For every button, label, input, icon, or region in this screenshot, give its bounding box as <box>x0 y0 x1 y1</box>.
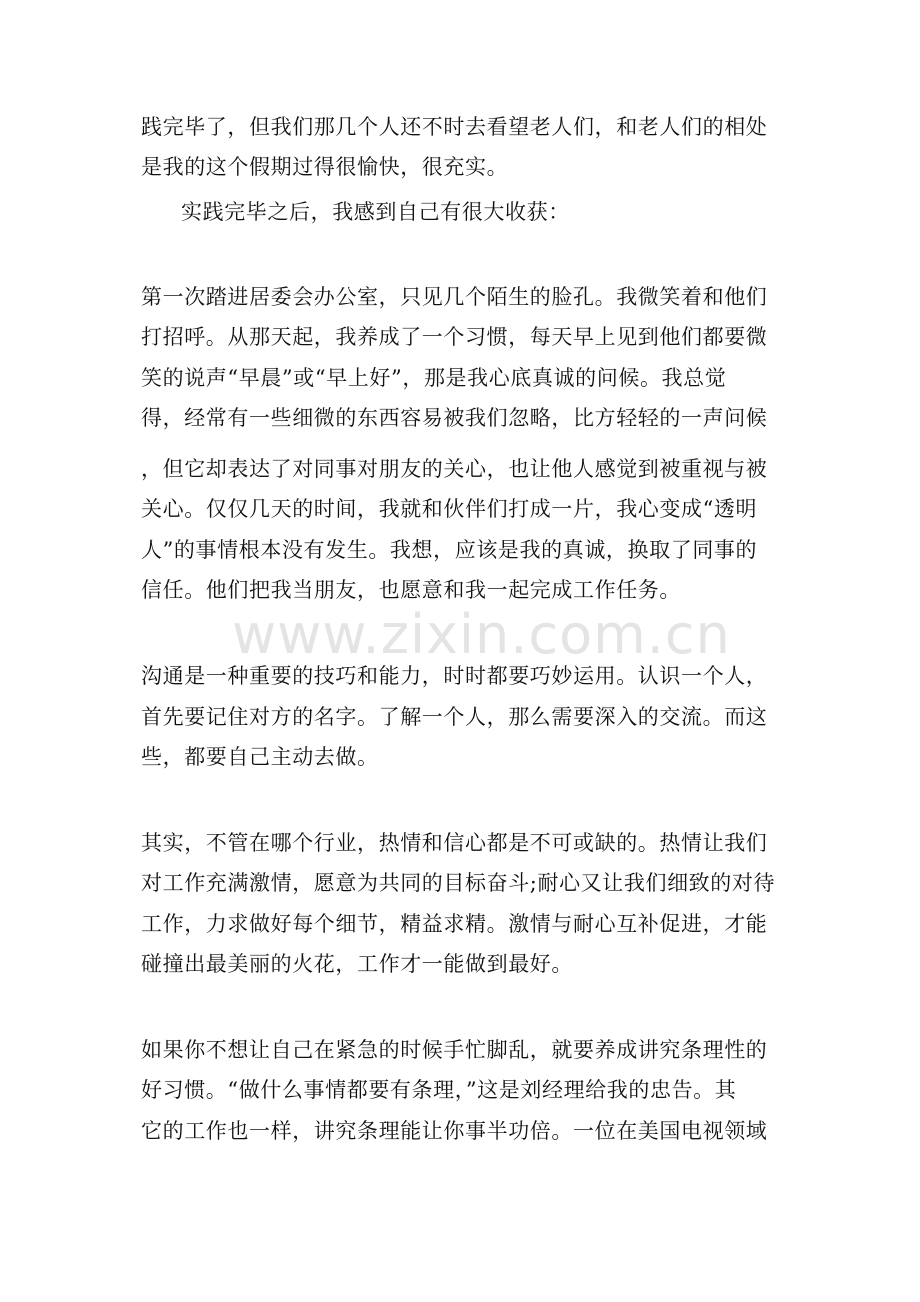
text-line: 是我的这个假期过得很愉快，很充实。 <box>141 155 509 179</box>
text-line: 得，经常有一些细微的东西容易被我们忽略，比方轻轻的一声问候 <box>141 406 768 430</box>
text-line: 其实，不管在哪个行业，热情和信心都是不可或缺的。热情让我们 <box>141 831 768 855</box>
text-line: ，但它却表达了对同事对朋友的关心，也让他人感觉到被重视与被 <box>141 457 768 481</box>
text-line: 信任。他们把我当朋友，也愿意和我一起完成工作任务。 <box>141 578 681 602</box>
text-line: 对工作充满激情，愿意为共同的目标奋斗;耐心又让我们细致的对待 <box>141 871 776 895</box>
text-line: 实践完毕之后，我感到自己有很大收获： <box>181 200 570 224</box>
text-line: 它的工作也一样，讲究条理能让你事半功倍。一位在美国电视领域 <box>141 1119 768 1143</box>
text-line: 第一次踏进居委会办公室，只见几个陌生的脸孔。我微笑着和他们 <box>141 285 768 309</box>
text-line: 笑的说声“早晨”或“早上好”，那是我心底真诚的问候。我总觉 <box>141 366 727 390</box>
text-line: 好习惯。“做什么事情都要有条理，”这是刘经理给我的忠告。其 <box>141 1078 737 1102</box>
text-line: 人”的事情根本没有发生。我想，应该是我的真诚，换取了同事的 <box>141 538 758 562</box>
text-line: 关心。仅仅几天的时间，我就和伙伴们打成一片，我心变成“透明 <box>141 497 758 521</box>
text-line: 首先要记住对方的名字。了解一个人，那么需要深入的交流。而这 <box>141 705 768 729</box>
text-line: 沟通是一种重要的技巧和能力，时时都要巧妙运用。认识一个人， <box>141 664 768 688</box>
text-line: 践完毕了，但我们那几个人还不时去看望老人们，和老人们的相处 <box>141 115 768 139</box>
text-line: 如果你不想让自己在紧急的时候手忙脚乱，就要养成讲究条理性的 <box>141 1038 768 1062</box>
watermark: www.zixin.com.cn <box>232 603 731 666</box>
text-line: 些，都要自己主动去做。 <box>141 745 379 769</box>
text-line: 碰撞出最美丽的火花，工作才一能做到最好。 <box>141 952 573 976</box>
text-line: 工作，力求做好每个细节，精益求精。激情与耐心互补促进，才能 <box>141 912 768 936</box>
text-line: 打招呼。从那天起，我养成了一个习惯，每天早上见到他们都要微 <box>141 325 768 349</box>
